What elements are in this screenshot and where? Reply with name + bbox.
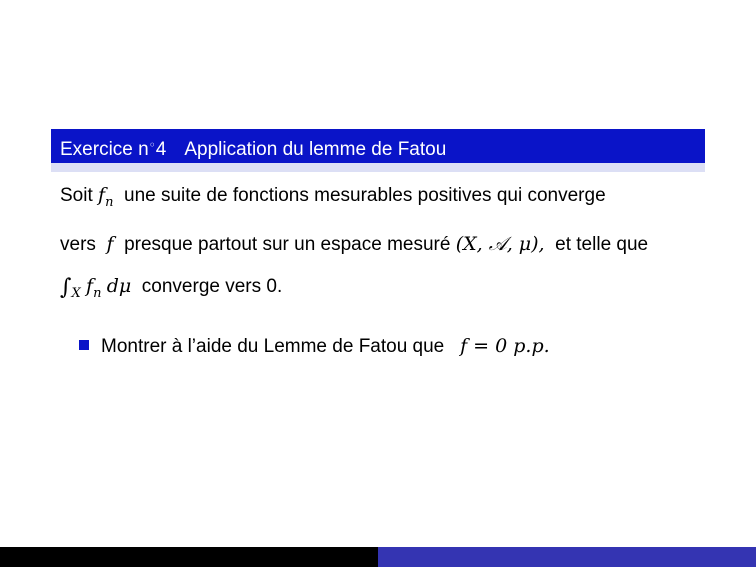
line2-text-mid: presque partout sur un espace mesuré [124, 234, 451, 255]
block-title [51, 129, 705, 163]
exercise-number: 4 [155, 139, 167, 160]
measure-space-formula: (X, 𝒜, μ), [455, 233, 545, 255]
line2-text-start: vers [60, 234, 96, 255]
footer-bar-left [0, 547, 378, 567]
bullet-item [79, 335, 550, 358]
block-title-text: Application du lemme de Fatou [184, 139, 447, 160]
conclusion-formula: f = 0 p.p. [460, 335, 550, 357]
footer-bar-right [378, 547, 756, 567]
bullet-text: Montrer à l’aide du Lemme de Fatou que [101, 336, 445, 357]
line1-text-end: une suite de fonctions mesurables positives qui converge [124, 185, 606, 206]
fn-symbol: $f_n$ [98, 184, 114, 210]
bullet-square-icon [79, 340, 89, 350]
integral-sign: ∫ [60, 275, 72, 300]
block-title-prefix: Exercice n [60, 139, 149, 160]
line2-text-end: et telle que [555, 234, 649, 255]
paragraph-line-1 [60, 184, 606, 210]
block-body-band [51, 163, 705, 172]
integrand-fn: $f_n$ [86, 275, 102, 301]
degree-symbol: ◦ [148, 138, 156, 152]
dmu-symbol: dμ [106, 275, 132, 297]
paragraph-line-3 [60, 275, 282, 301]
paragraph-line-2 [60, 233, 648, 256]
integral-domain: X [71, 286, 81, 301]
line1-text-start: Soit [60, 185, 93, 206]
f-symbol: f [106, 233, 114, 255]
line3-text: converge vers 0. [141, 276, 283, 297]
